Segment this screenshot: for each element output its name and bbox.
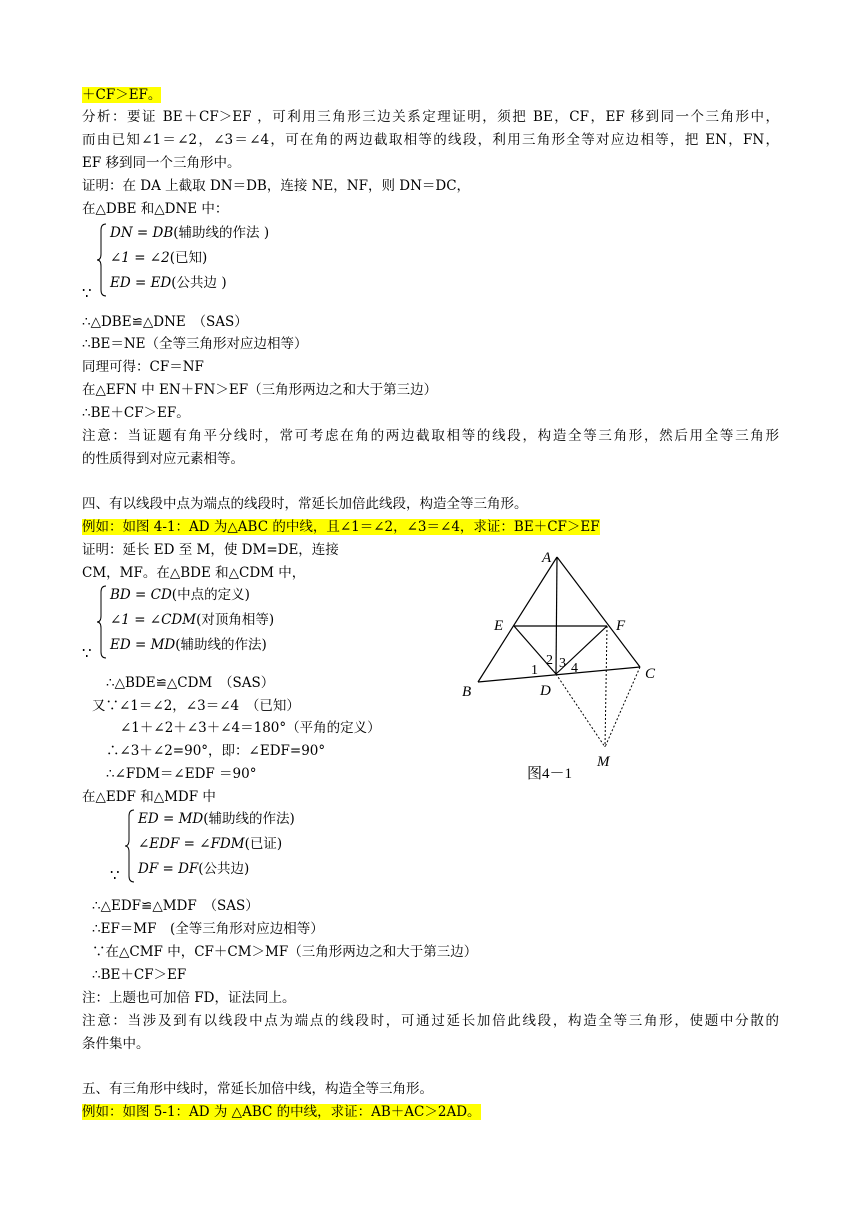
equation-system-1 [96, 222, 356, 300]
proof-line-6: 在△EFN 中 EN＋FN＞EF（三角形两边之和大于第三边） [82, 382, 438, 398]
note2-line-2: 条件集中。 [82, 1036, 150, 1052]
proof-line-4: ∴BE＝NE（全等三角形对应边相等） [82, 336, 308, 352]
proof2-line-1: 证明：延长 ED 至 M，使 DM=DE，连接 [82, 542, 339, 558]
analysis-line-3: EF 移到同一个三角形中。 [82, 155, 241, 171]
proof-line-7: ∴BE＋CF＞EF。 [82, 405, 190, 421]
proof2-line-12: ∴BE＋CF＞EF [92, 967, 187, 983]
reason-3-2: (已证) [244, 836, 283, 852]
label-A: A [542, 550, 552, 566]
reason-1-1: (辅助线的作法 ) [173, 225, 270, 241]
reason-1-2: (已知) [169, 250, 208, 266]
geometry-figure-4-1 [450, 540, 680, 790]
segment-AD [556, 557, 557, 674]
analysis-line-2: 而由已知∠1＝∠2，∠3＝∠4，可在角的两边截取相等的线段，利用三角形全等对应边相等，把 EN，FN， [82, 132, 779, 148]
reason-2-2: (对顶角相等) [196, 612, 275, 628]
proof2-line-5: ∠1＋∠2＋∠3＋∠4＝180°（平角的定义） [120, 720, 381, 736]
because-symbol: ∵ [82, 644, 92, 662]
equation-system-3 [124, 808, 384, 886]
proof2-line-3: ∴△BDE≌△CDM （SAS） [106, 675, 275, 691]
angle-label-3: 3 [559, 656, 566, 671]
segment-AC [557, 557, 640, 667]
label-E: E [494, 618, 504, 634]
segment-DM [556, 674, 605, 747]
because-symbol: ∵ [82, 284, 92, 302]
proof2-line-10: ∴EF＝MF (全等三角形对应边相等） [92, 921, 324, 937]
proof-line-1: 证明：在 DA 上截取 DN＝DB，连接 NE，NF，则 DN＝DC， [82, 178, 471, 194]
proof2-line-6: ∴∠3＋∠2=90°，即：∠EDF=90° [106, 743, 326, 759]
proof2-line-8: 在△EDF 和△MDF 中 [82, 789, 216, 805]
example-5-1: 例如：如图 5-1：AD 为 △ABC 的中线，求证：AB＋AC＞2AD。 [82, 1104, 481, 1120]
proof2-line-2: CM，MF。在△BDE 和△CDM 中， [82, 565, 306, 581]
section-4-title: 四、有以线段中点为端点的线段时，常延长加倍此线段，构造全等三角形。 [82, 496, 528, 512]
eq-3-3: DF = DF [138, 861, 199, 877]
note2-line-1: 注意：当涉及到有以线段中点为端点的线段时，可通过延长加倍此线段，构造全等三角形，使题中分散的 [82, 1013, 779, 1029]
reason-3-3: (公共边) [198, 861, 250, 877]
segment-CM [605, 667, 640, 747]
eq-1-1: DN = DB [110, 225, 174, 241]
note-line-1: 注意：当证题有角平分线时，常可考虑在角的两边截取相等的线段，构造全等三角形，然后用全等三角形 [82, 428, 779, 444]
eq-2-3: ED = MD [110, 637, 176, 653]
reason-2-1: (中点的定义) [171, 587, 250, 603]
reason-1-3: (公共边 ) [171, 275, 227, 291]
proof-line-3: ∴△DBE≌△DNE （SAS） [82, 314, 248, 330]
angle-label-2: 2 [546, 653, 553, 668]
note-line-2: 的性质得到对应元素相等。 [82, 451, 244, 467]
reason-3-1: (辅助线的作法) [203, 811, 295, 827]
label-F: F [616, 618, 626, 634]
angle-label-4: 4 [571, 661, 578, 676]
section-5-title: 五、有三角形中线时，常延长加倍中线，构造全等三角形。 [82, 1081, 433, 1097]
analysis-line-1: 分析：要证 BE＋CF＞EF ，可利用三角形三边关系定理证明，须把 BE，CF，EF 移到同一个三角形中， [82, 109, 779, 125]
reason-2-3: (辅助线的作法) [175, 637, 267, 653]
brace-icon [96, 584, 108, 660]
proof2-line-4: 又∵∠1＝∠2，∠3＝∠4 （已知） [92, 698, 300, 714]
proof-line-5: 同理可得：CF＝NF [82, 359, 204, 375]
proof2-line-9: ∴△EDF≌△MDF （SAS） [92, 898, 259, 914]
label-M: M [597, 754, 610, 770]
example-4-1: 例如：如图 4-1：AD 为△ABC 的中线，且∠1＝∠2，∠3＝∠4，求证：BE＋CF＞EF [82, 519, 600, 535]
eq-2-1: BD = CD [110, 587, 172, 603]
remark-line: 注：上题也可加倍 FD，证法同上。 [82, 990, 296, 1006]
eq-3-1: ED = MD [138, 811, 204, 827]
eq-3-2: ∠EDF = ∠FDM [138, 836, 245, 852]
segment-FM [605, 626, 607, 747]
proof-line-2: 在△DBE 和△DNE 中： [82, 201, 229, 217]
angle-label-1: 1 [531, 663, 538, 678]
eq-2-2: ∠1 = ∠CDM [110, 612, 197, 628]
eq-1-3: ED = ED [110, 275, 172, 291]
figure-caption: 图4－1 [527, 766, 573, 782]
label-C: C [645, 666, 656, 682]
label-B: B [462, 684, 472, 700]
eq-1-2: ∠1 = ∠2 [110, 250, 170, 266]
equation-system-2 [96, 584, 356, 662]
brace-icon [124, 808, 136, 884]
proof2-line-7: ∴∠FDM＝∠EDF ＝90° [106, 766, 257, 782]
continued-statement: ＋CF＞EF。 [82, 87, 162, 103]
label-D: D [540, 683, 551, 699]
proof2-line-11: ∵在△CMF 中，CF＋CM＞MF（三角形两边之和大于第三边） [92, 944, 478, 960]
because-symbol: ∵ [110, 866, 120, 884]
brace-icon [96, 222, 108, 298]
